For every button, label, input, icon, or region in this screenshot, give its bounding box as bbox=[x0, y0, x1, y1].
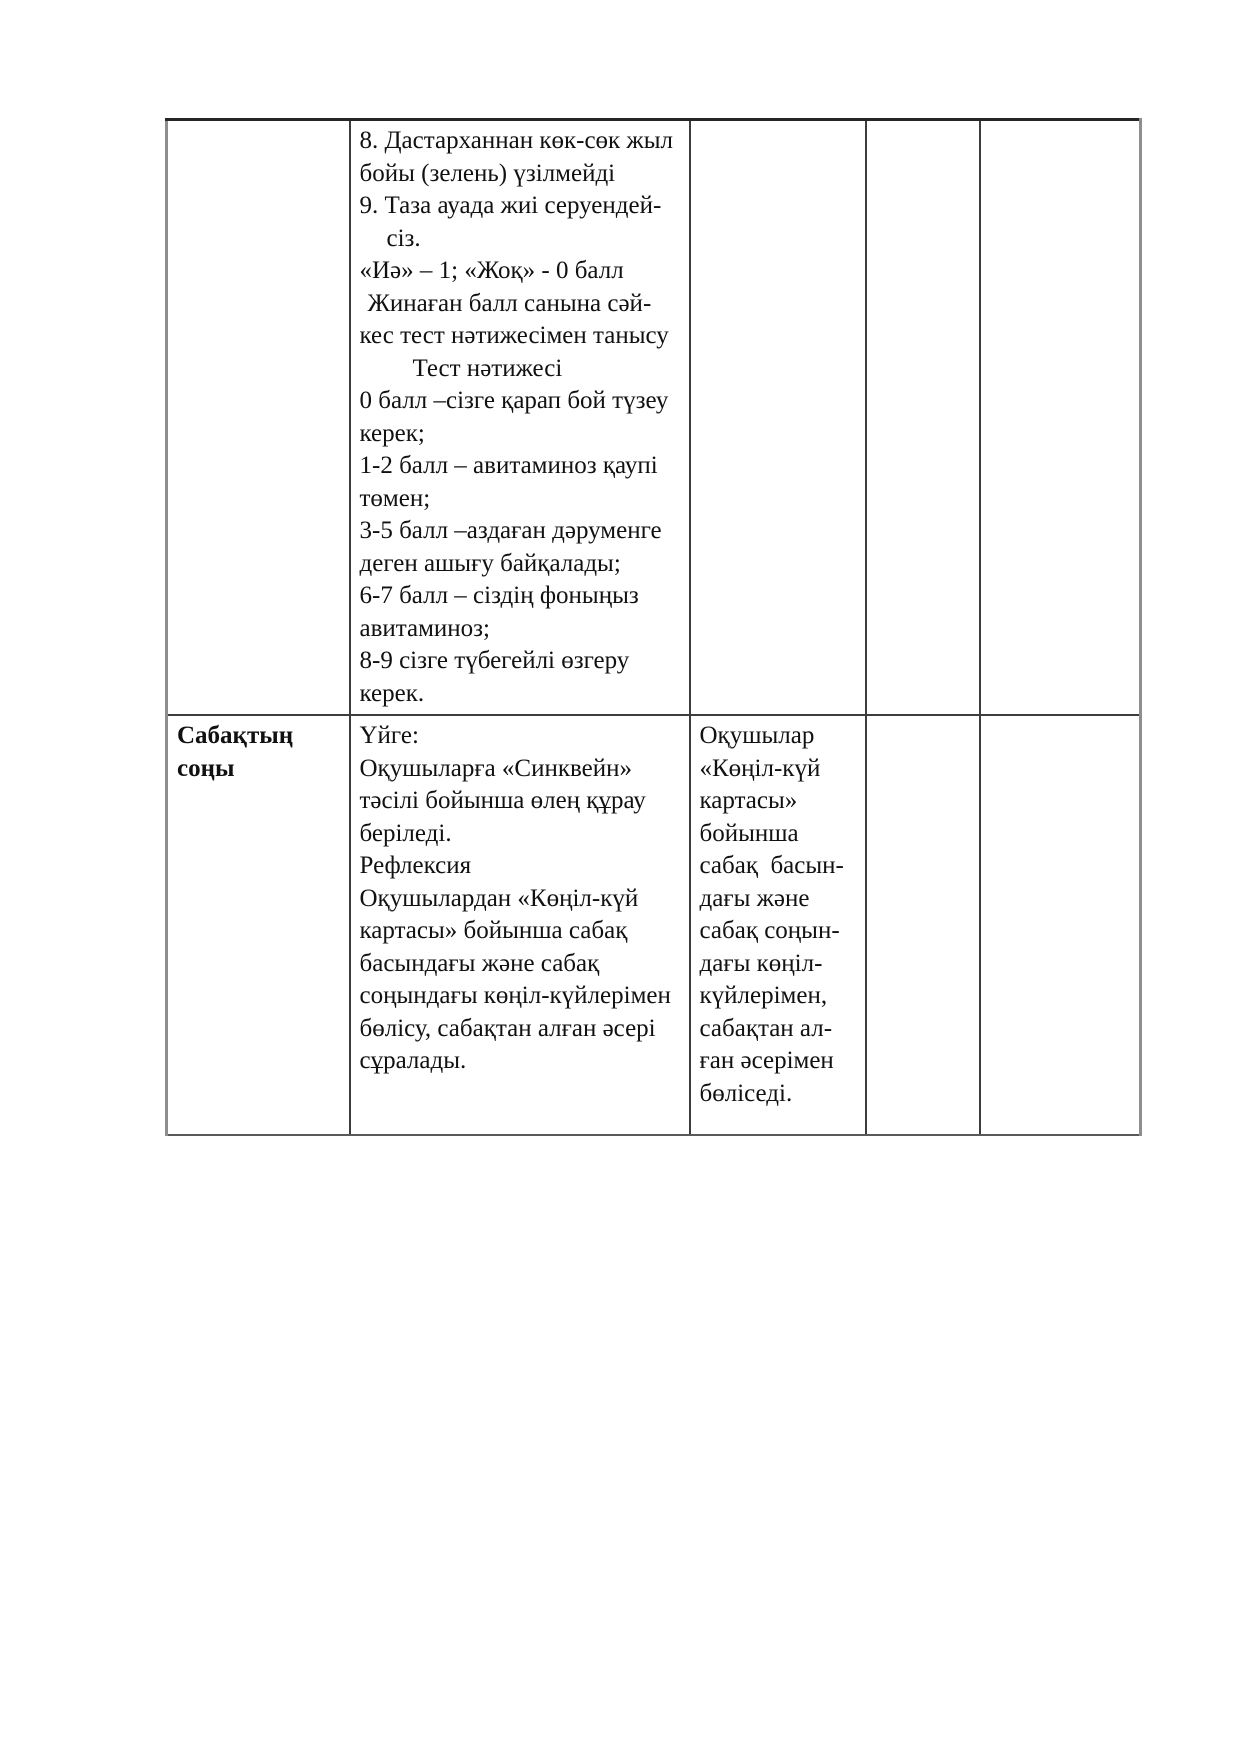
text-line: 8. Дастарханнан көк-сөк жыл bbox=[359, 127, 673, 154]
text-line: төмен; bbox=[359, 484, 431, 512]
text-line: картасы» бойынша сабақ bbox=[359, 917, 628, 944]
text-line: Рефлексия bbox=[359, 852, 472, 879]
text-line: «Көңіл-күй bbox=[699, 754, 821, 782]
text-line: ған әсерімен bbox=[699, 1047, 834, 1074]
row1-stage-cell bbox=[167, 120, 350, 716]
text-line: бөлісу, сабақтан алған әсері bbox=[359, 1014, 656, 1042]
text-line: күйлерімен, bbox=[699, 982, 828, 1009]
text-line: бойы (зелень) үзілмейді bbox=[359, 159, 616, 187]
table-row-lesson-end bbox=[167, 715, 1141, 1135]
student-actions-text bbox=[700, 720, 857, 1110]
text-line: керек. bbox=[359, 679, 425, 707]
text-line: соңындағы көңіл-күйлерімен bbox=[359, 982, 671, 1009]
text-line: 1-2 балл – авитаминоз қаупі bbox=[359, 452, 658, 479]
text-line: 0 балл –сізге қарап бой түзеу bbox=[359, 387, 669, 414]
text-line: 6-7 балл – сіздің фоныңыз bbox=[359, 582, 639, 609]
text-line: 8-9 сізге түбегейлі өзгеру bbox=[359, 647, 630, 674]
text-line: Оқушылар bbox=[699, 722, 815, 749]
text-line: басындағы және сабақ bbox=[359, 949, 600, 977]
row2-assessment-cell bbox=[866, 715, 980, 1135]
text-line: беріледі. bbox=[359, 819, 452, 847]
text-line: кес тест нәтижесімен танысу bbox=[359, 322, 669, 349]
row1-teacher-activity-cell bbox=[350, 120, 690, 716]
text-line: «Иә» – 1; «Жоқ» - 0 балл bbox=[359, 257, 624, 284]
test-text-block bbox=[360, 125, 681, 710]
lesson-plan-table bbox=[165, 118, 1142, 1136]
text-line: бойынша bbox=[699, 819, 799, 847]
text-line: деген ашығу байқалады; bbox=[359, 549, 621, 577]
text-line: сұралады. bbox=[359, 1047, 467, 1074]
text-line: картасы» bbox=[699, 787, 798, 814]
text-line: авитаминоз; bbox=[359, 614, 491, 642]
homework-reflection-text bbox=[360, 720, 681, 1078]
row1-student-activity-cell bbox=[690, 120, 866, 716]
text-line: сабақ соңын- bbox=[699, 917, 840, 944]
text-line: Жинаған балл санына сәй- bbox=[367, 289, 652, 317]
text-line: сабақтан ал- bbox=[699, 1014, 833, 1042]
text-line: соңы bbox=[177, 754, 235, 782]
row2-teacher-activity-cell bbox=[350, 715, 690, 1135]
text-line: Үйге: bbox=[359, 722, 419, 749]
text-line: дағы көңіл- bbox=[699, 949, 823, 977]
text-line: 3-5 балл –аздаған дәруменге bbox=[359, 517, 662, 544]
text-line: Тест нәтижесі bbox=[412, 354, 563, 382]
text-line: Оқушылардан «Көңіл-күй bbox=[359, 884, 639, 912]
text-line: сіз. bbox=[386, 224, 421, 252]
row2-stage-cell bbox=[167, 715, 350, 1135]
text-line: бөліседі. bbox=[699, 1079, 793, 1107]
text-line: Оқушыларға «Синквейн» bbox=[359, 754, 633, 782]
text-line: сабақ басын- bbox=[699, 852, 844, 879]
text-line: дағы және bbox=[699, 884, 810, 912]
text-line: керек; bbox=[359, 419, 425, 447]
row1-resources-cell bbox=[980, 120, 1141, 716]
text-line: 9. Таза ауада жиі серуендей- bbox=[359, 192, 662, 219]
row2-resources-cell bbox=[980, 715, 1141, 1135]
text-line: Сабақтың bbox=[177, 722, 294, 749]
stage-label bbox=[177, 720, 341, 785]
row2-student-activity-cell bbox=[690, 715, 866, 1135]
row1-assessment-cell bbox=[866, 120, 980, 716]
table-row-test-continuation bbox=[167, 120, 1141, 716]
text-line: тәсілі бойынша өлең құрау bbox=[359, 787, 646, 814]
